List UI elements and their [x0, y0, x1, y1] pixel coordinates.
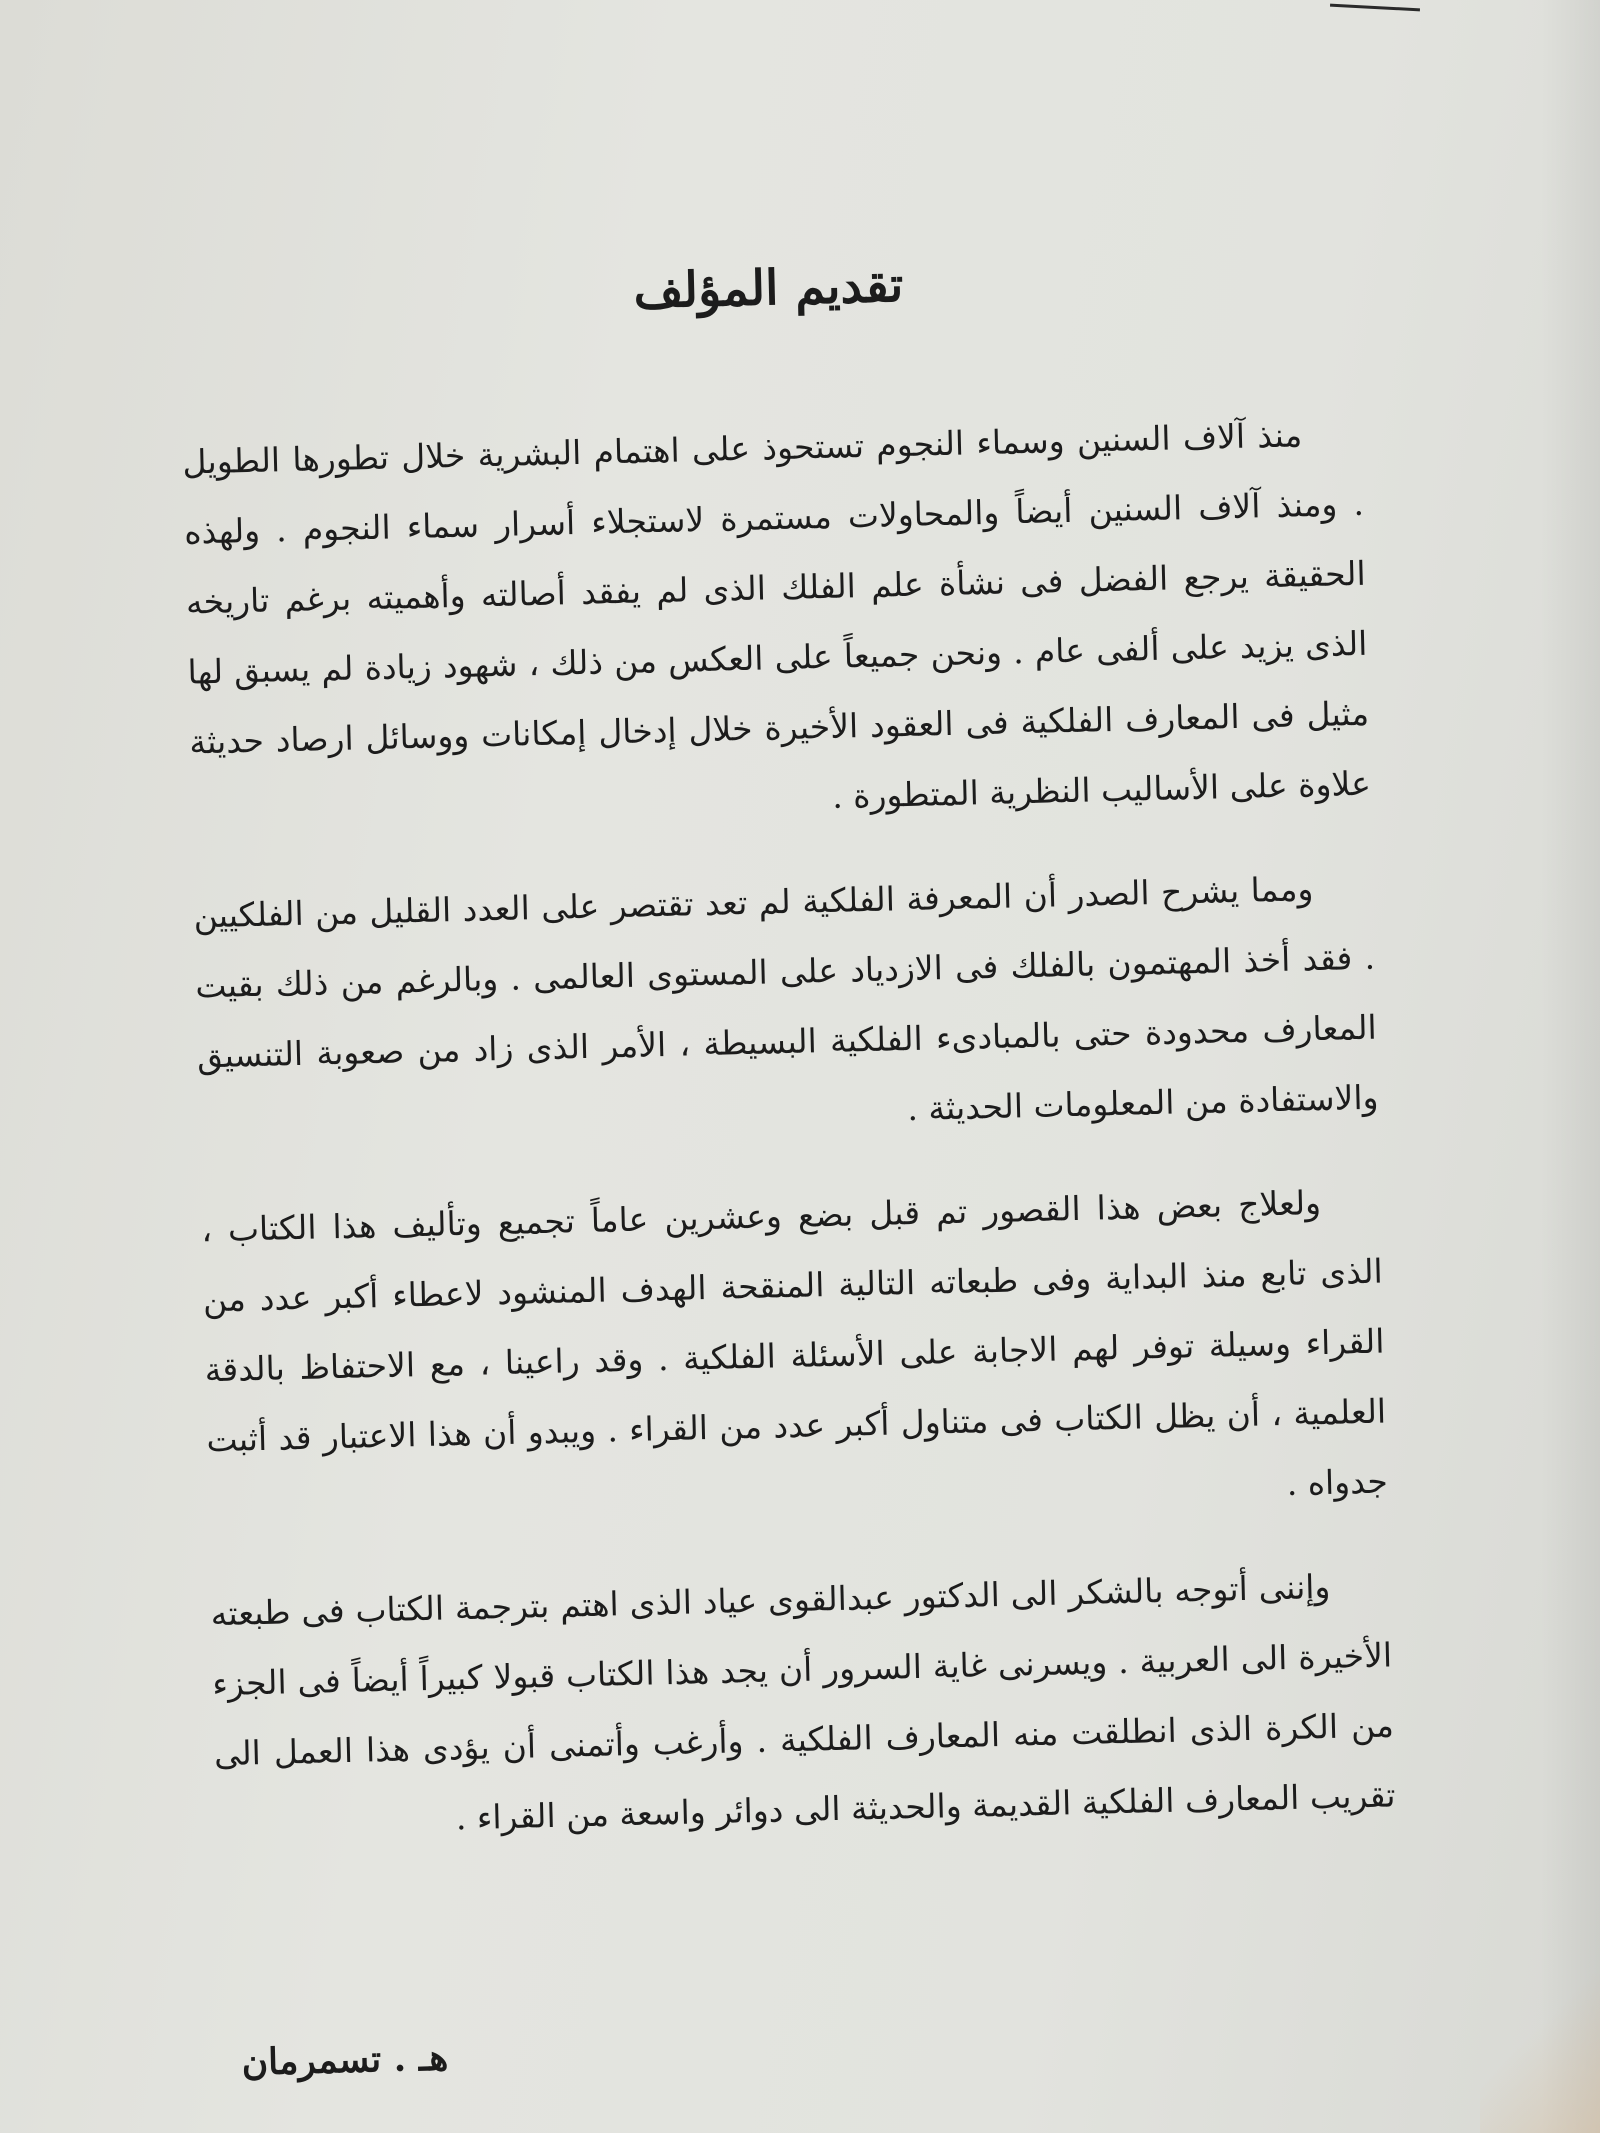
paragraph-3: ولعلاج بعض هذا القصور تم قبل بضع وعشرين عاماً تجميع وتأليف هذا الكتاب ، الذى تابع منذ البداية وفى طبعاته التالية المنقحة الهدف المنشود لاعطاء أكبر عدد من القراء وسيلة توفر لهم الاجابة على الأسئلة الفلكية . وقد راعينا ، مع الاحتفاظ بالدقة العلمية ، أن يظل الكتاب فى متناول أكبر عدد من القراء . ويبدو أن هذا الاعتبار قد أثبت جدواه . — [200, 1182, 1389, 1503]
page-corner-tint — [1480, 1973, 1600, 2133]
author-signature: هـ . تسمرمان — [241, 2036, 449, 2084]
page-title: تقديم المؤلف — [632, 256, 904, 320]
paragraph-4: وإننى أتوجه بالشكر الى الدكتور عبدالقوى عياد الذى اهتم بترجمة الكتاب فى طبعته الأخيرة الى العربية . ويسرنى غاية السرور أن يجد هذا الكتاب قبولا كبيراً أيضاً فى الجزء من الكرة الذى انطلقت منه المعارف الفلكية . وأرغب وأتمنى أن يؤدى هذا العمل الى تقريب المعارف الفلكية القديمة والحديثة الى دوائر واسعة من القراء . — [210, 1566, 1396, 1837]
book-page — [178, 246, 1402, 2094]
paragraph-1: منذ آلاف السنين وسماء النجوم تستحوذ على اهتمام البشرية خلال تطورها الطويل . ومنذ آلاف السنين أيضاً والمحاولات مستمرة لاستجلاء أسرار سماء النجوم . ولهذه الحقيقة يرجع الفضل فى نشأة علم الفلك الذى لم يفقد أصالته وأهميته برغم تاريخه الذى يزيد على ألفى عام . ونحن جميعاً على العكس من ذلك ، شهود زيادة لم يسبق لها مثيل فى المعارف الفلكية فى العقود الأخيرة خلال إدخال إمكانات ووسائل ارصاد حديثة علاوة على الأساليب النظرية المتطورة . — [182, 414, 1372, 816]
paragraph-2: ومما يشرح الصدر أن المعرفة الفلكية لم تعد تقتصر على العدد القليل من الفلكيين . فقد أخذ المهتمون بالفلك فى الازدياد على المستوى العالمى . وبالرغم من ذلك بقيت المعارف محدودة حتى بالمبادىء الفلكية البسيطة ، الأمر الذى زاد من صعوبة التنسيق والاستفادة من المعلومات الحديثة . — [193, 868, 1379, 1128]
page-edge-shadow — [1540, 0, 1600, 2133]
top-edge-rule — [1330, 4, 1420, 12]
